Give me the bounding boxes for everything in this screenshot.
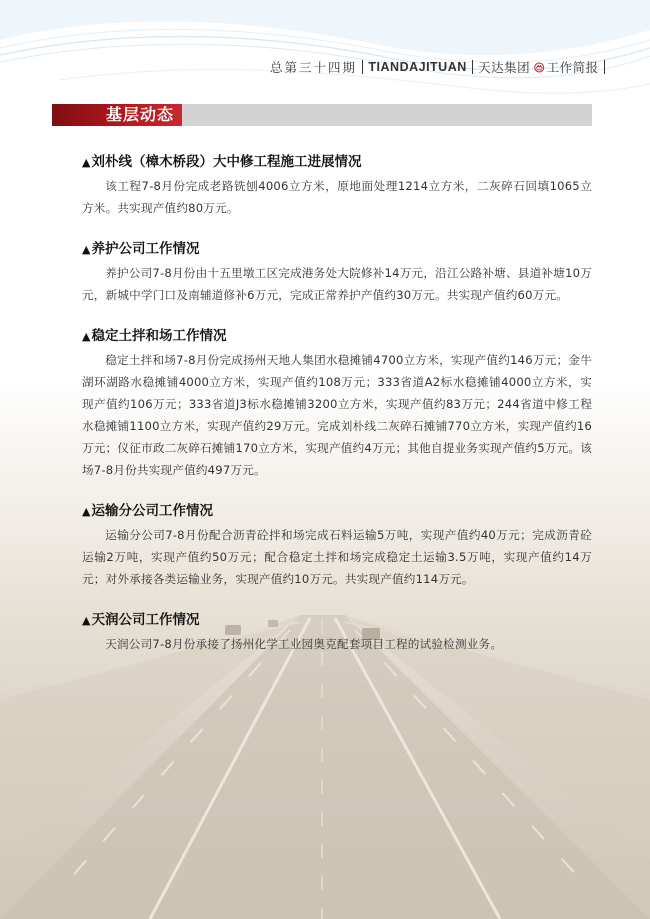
news-item-body: 养护公司7-8月份由十五里墩工区完成港务处大院修补14万元，沿江公路补塘、县道补塘10万元，新城中学门口及南辅道修补6万元，完成正常养护产值约30万元。共实现产值约60万元。 (82, 266, 592, 302)
news-item-title-text: 养护公司工作情况 (91, 241, 200, 257)
brand-name-cn: 天达集团 (478, 60, 531, 75)
triangle-bullet-icon: ▲ (82, 505, 91, 518)
news-item-title (82, 324, 592, 349)
publication-name: 工作简报 (546, 60, 599, 75)
header-divider (604, 60, 605, 74)
news-item (82, 237, 592, 306)
news-item-body: 该工程7-8月份完成老路铣刨4006立方米，原地面处理1214立方米，二灰碎石回填1065立方米。共实现产值约80万元。 (82, 179, 592, 215)
triangle-bullet-icon: ▲ (82, 156, 91, 169)
triangle-bullet-icon: ▲ (82, 614, 91, 627)
news-item-title-text: 稳定土拌和场工作情况 (91, 328, 227, 344)
news-item-body: 稳定土拌和场7-8月份完成扬州天地人集团水稳摊铺4700立方米，实现产值约146万元；金牛湖环湖路水稳摊铺4000立方米，实现产值约108万元；333省道A2标水稳摊铺4000立方米，实现产值约106万元；333省道J3标水稳摊铺3200立方米，实现产值约83万元；244省道中修工程水稳摊铺1100立方米，实现产值约29万元。完成刘朴线二灰碎石摊铺770立方米，实现产值约16万元；仪征市政二灰碎石摊铺170立方米，实现产值约4万元；其他自提业务实现产值约5万元。该场7-8月份共实现产值约497万元。 (82, 353, 592, 477)
tianda-logo-icon (534, 60, 544, 75)
running-header (270, 56, 610, 78)
triangle-bullet-icon: ▲ (82, 243, 91, 256)
news-item-body: 天润公司7-8月份承接了扬州化学工业园奥克配套项目工程的试验检测业务。 (105, 637, 503, 651)
news-item (82, 499, 592, 590)
header-wave-decoration (0, 0, 650, 100)
issue-number: 总第三十四期 (270, 60, 358, 75)
news-item-title (82, 608, 592, 633)
news-item (82, 324, 592, 481)
brand-name-en: TIANDAJITUAN (368, 60, 467, 74)
news-item (82, 608, 592, 655)
news-item-title (82, 237, 592, 262)
article-content (82, 150, 592, 673)
news-item (82, 150, 592, 219)
news-item-title-text: 运输分公司工作情况 (91, 503, 213, 519)
triangle-bullet-icon: ▲ (82, 330, 91, 343)
news-item-title (82, 499, 592, 524)
section-title: 基层动态 (106, 105, 175, 124)
news-item-title-text: 天润公司工作情况 (91, 612, 200, 628)
header-divider (472, 60, 473, 74)
news-item-body: 运输分公司7-8月份配合沥青砼拌和场完成石料运输5万吨，实现产值约40万元；完成沥青砼运输2万吨，实现产值约50万元；配合稳定土拌和场完成稳定土运输3.5万吨，实现产值约14万元；对外承接各类运输业务，实现产值约10万元。共实现产值约114万元。 (82, 528, 592, 586)
header-divider (362, 60, 363, 74)
news-item-title (82, 150, 592, 175)
news-item-title-text: 刘朴线（樟木桥段）大中修工程施工进展情况 (91, 154, 362, 170)
section-header-bar (52, 104, 592, 126)
